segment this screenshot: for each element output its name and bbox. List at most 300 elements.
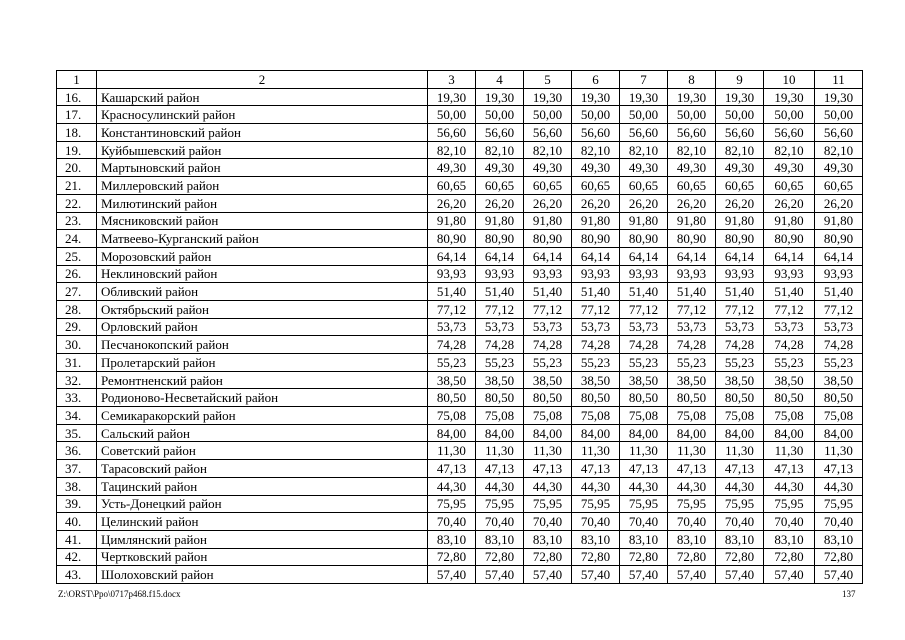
district-name: Шолоховский район: [97, 566, 428, 584]
value-cell: 19,30: [815, 88, 863, 106]
value-cell: 72,80: [764, 548, 815, 566]
value-cell: 74,28: [572, 336, 620, 354]
value-cell: 47,13: [668, 460, 716, 478]
value-cell: 82,10: [524, 141, 572, 159]
district-name: Песчанокопский район: [97, 336, 428, 354]
value-cell: 74,28: [524, 336, 572, 354]
row-number: 27.: [57, 283, 97, 301]
value-cell: 57,40: [620, 566, 668, 584]
value-cell: 56,60: [815, 124, 863, 142]
row-number: 30.: [57, 336, 97, 354]
value-cell: 91,80: [815, 212, 863, 230]
value-cell: 49,30: [764, 159, 815, 177]
value-cell: 11,30: [764, 442, 815, 460]
column-header: 11: [815, 71, 863, 89]
value-cell: 93,93: [764, 265, 815, 283]
value-cell: 47,13: [764, 460, 815, 478]
value-cell: 49,30: [716, 159, 764, 177]
data-table: [56, 70, 863, 584]
value-cell: 47,13: [476, 460, 524, 478]
value-cell: 83,10: [764, 530, 815, 548]
table-row: [57, 177, 863, 195]
value-cell: 75,08: [572, 407, 620, 425]
value-cell: 51,40: [668, 283, 716, 301]
value-cell: 57,40: [476, 566, 524, 584]
table-row: [57, 530, 863, 548]
value-cell: 83,10: [668, 530, 716, 548]
value-cell: 75,95: [428, 495, 476, 513]
value-cell: 75,08: [428, 407, 476, 425]
value-cell: 38,50: [476, 371, 524, 389]
table-row: [57, 407, 863, 425]
value-cell: 49,30: [815, 159, 863, 177]
row-number: 21.: [57, 177, 97, 195]
column-header: 9: [716, 71, 764, 89]
district-name: Сальский район: [97, 424, 428, 442]
column-header: 3: [428, 71, 476, 89]
value-cell: 38,50: [524, 371, 572, 389]
value-cell: 80,50: [815, 389, 863, 407]
value-cell: 60,65: [668, 177, 716, 195]
value-cell: 91,80: [668, 212, 716, 230]
value-cell: 93,93: [428, 265, 476, 283]
value-cell: 74,28: [716, 336, 764, 354]
district-name: Милютинский район: [97, 194, 428, 212]
value-cell: 56,60: [476, 124, 524, 142]
value-cell: 75,08: [815, 407, 863, 425]
value-cell: 84,00: [620, 424, 668, 442]
value-cell: 64,14: [572, 247, 620, 265]
value-cell: 93,93: [716, 265, 764, 283]
value-cell: 70,40: [668, 513, 716, 531]
row-number: 38.: [57, 477, 97, 495]
column-header: 1: [57, 71, 97, 89]
column-header: 2: [97, 71, 428, 89]
page-number: 137: [842, 589, 856, 599]
row-number: 25.: [57, 247, 97, 265]
value-cell: 80,50: [620, 389, 668, 407]
table-row: [57, 194, 863, 212]
value-cell: 49,30: [428, 159, 476, 177]
district-name: Советский район: [97, 442, 428, 460]
value-cell: 55,23: [668, 354, 716, 372]
row-number: 18.: [57, 124, 97, 142]
value-cell: 56,60: [620, 124, 668, 142]
value-cell: 84,00: [428, 424, 476, 442]
value-cell: 60,65: [572, 177, 620, 195]
value-cell: 75,95: [764, 495, 815, 513]
row-number: 22.: [57, 194, 97, 212]
value-cell: 26,20: [572, 194, 620, 212]
district-name: Тарасовский район: [97, 460, 428, 478]
value-cell: 83,10: [524, 530, 572, 548]
value-cell: 84,00: [476, 424, 524, 442]
value-cell: 64,14: [764, 247, 815, 265]
value-cell: 47,13: [524, 460, 572, 478]
value-cell: 82,10: [428, 141, 476, 159]
table-row: [57, 495, 863, 513]
value-cell: 56,60: [764, 124, 815, 142]
value-cell: 75,08: [764, 407, 815, 425]
value-cell: 57,40: [428, 566, 476, 584]
value-cell: 83,10: [476, 530, 524, 548]
value-cell: 84,00: [716, 424, 764, 442]
value-cell: 47,13: [572, 460, 620, 478]
table-row: [57, 141, 863, 159]
value-cell: 84,00: [668, 424, 716, 442]
value-cell: 72,80: [572, 548, 620, 566]
value-cell: 77,12: [476, 300, 524, 318]
value-cell: 57,40: [764, 566, 815, 584]
value-cell: 82,10: [620, 141, 668, 159]
value-cell: 26,20: [620, 194, 668, 212]
value-cell: 75,08: [620, 407, 668, 425]
value-cell: 91,80: [476, 212, 524, 230]
value-cell: 72,80: [668, 548, 716, 566]
table-row: [57, 159, 863, 177]
value-cell: 47,13: [716, 460, 764, 478]
value-cell: 26,20: [716, 194, 764, 212]
value-cell: 77,12: [668, 300, 716, 318]
value-cell: 60,65: [764, 177, 815, 195]
value-cell: 57,40: [815, 566, 863, 584]
value-cell: 11,30: [716, 442, 764, 460]
value-cell: 82,10: [668, 141, 716, 159]
value-cell: 75,95: [716, 495, 764, 513]
value-cell: 51,40: [476, 283, 524, 301]
table-row: [57, 88, 863, 106]
table-row: [57, 212, 863, 230]
value-cell: 57,40: [524, 566, 572, 584]
district-name: Ремонтненский район: [97, 371, 428, 389]
value-cell: 56,60: [572, 124, 620, 142]
value-cell: 55,23: [620, 354, 668, 372]
value-cell: 77,12: [524, 300, 572, 318]
district-name: Морозовский район: [97, 247, 428, 265]
value-cell: 91,80: [572, 212, 620, 230]
table-row: [57, 424, 863, 442]
value-cell: 44,30: [428, 477, 476, 495]
value-cell: 82,10: [572, 141, 620, 159]
value-cell: 44,30: [572, 477, 620, 495]
value-cell: 80,50: [572, 389, 620, 407]
value-cell: 51,40: [620, 283, 668, 301]
value-cell: 38,50: [572, 371, 620, 389]
value-cell: 91,80: [764, 212, 815, 230]
column-header: 4: [476, 71, 524, 89]
value-cell: 55,23: [428, 354, 476, 372]
value-cell: 53,73: [476, 318, 524, 336]
value-cell: 56,60: [524, 124, 572, 142]
district-name: Мясниковский район: [97, 212, 428, 230]
value-cell: 70,40: [524, 513, 572, 531]
value-cell: 70,40: [815, 513, 863, 531]
value-cell: 64,14: [815, 247, 863, 265]
table-row: [57, 477, 863, 495]
value-cell: 57,40: [716, 566, 764, 584]
value-cell: 49,30: [668, 159, 716, 177]
row-number: 23.: [57, 212, 97, 230]
row-number: 24.: [57, 230, 97, 248]
value-cell: 57,40: [668, 566, 716, 584]
value-cell: 53,73: [428, 318, 476, 336]
value-cell: 72,80: [524, 548, 572, 566]
row-number: 41.: [57, 530, 97, 548]
value-cell: 38,50: [815, 371, 863, 389]
row-number: 39.: [57, 495, 97, 513]
value-cell: 11,30: [620, 442, 668, 460]
value-cell: 26,20: [428, 194, 476, 212]
value-cell: 55,23: [524, 354, 572, 372]
value-cell: 80,50: [764, 389, 815, 407]
table-row: [57, 442, 863, 460]
value-cell: 55,23: [476, 354, 524, 372]
value-cell: 80,90: [476, 230, 524, 248]
value-cell: 93,93: [524, 265, 572, 283]
district-name: Константиновский район: [97, 124, 428, 142]
table-row: [57, 548, 863, 566]
value-cell: 50,00: [815, 106, 863, 124]
row-number: 29.: [57, 318, 97, 336]
value-cell: 82,10: [716, 141, 764, 159]
column-header: 6: [572, 71, 620, 89]
value-cell: 70,40: [572, 513, 620, 531]
table-row: [57, 300, 863, 318]
value-cell: 91,80: [620, 212, 668, 230]
district-name: Чертковский район: [97, 548, 428, 566]
value-cell: 72,80: [620, 548, 668, 566]
value-cell: 26,20: [668, 194, 716, 212]
value-cell: 75,95: [524, 495, 572, 513]
value-cell: 19,30: [764, 88, 815, 106]
value-cell: 56,60: [668, 124, 716, 142]
row-number: 36.: [57, 442, 97, 460]
value-cell: 44,30: [620, 477, 668, 495]
value-cell: 50,00: [572, 106, 620, 124]
value-cell: 49,30: [620, 159, 668, 177]
table-row: [57, 371, 863, 389]
value-cell: 55,23: [716, 354, 764, 372]
value-cell: 55,23: [572, 354, 620, 372]
value-cell: 51,40: [815, 283, 863, 301]
value-cell: 80,50: [716, 389, 764, 407]
value-cell: 77,12: [572, 300, 620, 318]
value-cell: 64,14: [476, 247, 524, 265]
table-row: [57, 336, 863, 354]
value-cell: 74,28: [668, 336, 716, 354]
value-cell: 80,90: [716, 230, 764, 248]
value-cell: 11,30: [428, 442, 476, 460]
row-number: 28.: [57, 300, 97, 318]
value-cell: 47,13: [428, 460, 476, 478]
district-name: Тацинский район: [97, 477, 428, 495]
value-cell: 72,80: [476, 548, 524, 566]
value-cell: 91,80: [524, 212, 572, 230]
value-cell: 80,90: [764, 230, 815, 248]
value-cell: 64,14: [524, 247, 572, 265]
value-cell: 49,30: [524, 159, 572, 177]
value-cell: 93,93: [476, 265, 524, 283]
value-cell: 26,20: [815, 194, 863, 212]
value-cell: 70,40: [428, 513, 476, 531]
value-cell: 75,08: [524, 407, 572, 425]
value-cell: 64,14: [428, 247, 476, 265]
value-cell: 55,23: [764, 354, 815, 372]
value-cell: 93,93: [572, 265, 620, 283]
value-cell: 83,10: [815, 530, 863, 548]
table-row: [57, 265, 863, 283]
value-cell: 11,30: [524, 442, 572, 460]
value-cell: 38,50: [668, 371, 716, 389]
district-name: Красносулинский район: [97, 106, 428, 124]
column-header: 7: [620, 71, 668, 89]
value-cell: 80,90: [572, 230, 620, 248]
value-cell: 75,08: [476, 407, 524, 425]
value-cell: 19,30: [716, 88, 764, 106]
value-cell: 53,73: [668, 318, 716, 336]
value-cell: 74,28: [764, 336, 815, 354]
district-name: Орловский район: [97, 318, 428, 336]
value-cell: 44,30: [764, 477, 815, 495]
value-cell: 11,30: [815, 442, 863, 460]
value-cell: 11,30: [572, 442, 620, 460]
value-cell: 60,65: [524, 177, 572, 195]
value-cell: 19,30: [524, 88, 572, 106]
table-row: [57, 318, 863, 336]
value-cell: 75,95: [572, 495, 620, 513]
value-cell: 51,40: [428, 283, 476, 301]
district-name: Кашарский район: [97, 88, 428, 106]
district-name: Пролетарский район: [97, 354, 428, 372]
value-cell: 93,93: [620, 265, 668, 283]
value-cell: 44,30: [668, 477, 716, 495]
row-number: 19.: [57, 141, 97, 159]
value-cell: 53,73: [815, 318, 863, 336]
value-cell: 53,73: [764, 318, 815, 336]
value-cell: 50,00: [524, 106, 572, 124]
column-header: 8: [668, 71, 716, 89]
value-cell: 75,95: [815, 495, 863, 513]
value-cell: 50,00: [716, 106, 764, 124]
value-cell: 93,93: [815, 265, 863, 283]
value-cell: 70,40: [716, 513, 764, 531]
row-number: 40.: [57, 513, 97, 531]
column-header: 10: [764, 71, 815, 89]
value-cell: 47,13: [620, 460, 668, 478]
value-cell: 44,30: [716, 477, 764, 495]
row-number: 20.: [57, 159, 97, 177]
value-cell: 53,73: [716, 318, 764, 336]
value-cell: 80,50: [524, 389, 572, 407]
value-cell: 70,40: [476, 513, 524, 531]
district-name: Куйбышевский район: [97, 141, 428, 159]
table-row: [57, 247, 863, 265]
value-cell: 93,93: [668, 265, 716, 283]
value-cell: 56,60: [716, 124, 764, 142]
value-cell: 53,73: [524, 318, 572, 336]
value-cell: 77,12: [716, 300, 764, 318]
value-cell: 51,40: [524, 283, 572, 301]
value-cell: 70,40: [764, 513, 815, 531]
value-cell: 80,50: [668, 389, 716, 407]
table-row: [57, 230, 863, 248]
value-cell: 50,00: [620, 106, 668, 124]
value-cell: 38,50: [716, 371, 764, 389]
value-cell: 70,40: [620, 513, 668, 531]
district-name: Усть-Донецкий район: [97, 495, 428, 513]
district-name: Цимлянский район: [97, 530, 428, 548]
row-number: 33.: [57, 389, 97, 407]
row-number: 42.: [57, 548, 97, 566]
value-cell: 50,00: [764, 106, 815, 124]
value-cell: 74,28: [620, 336, 668, 354]
district-name: Родионово-Несветайский район: [97, 389, 428, 407]
value-cell: 91,80: [428, 212, 476, 230]
value-cell: 74,28: [476, 336, 524, 354]
table-header-row: [57, 71, 863, 89]
district-name: Октябрьский район: [97, 300, 428, 318]
value-cell: 84,00: [815, 424, 863, 442]
district-name: Мартыновский район: [97, 159, 428, 177]
value-cell: 77,12: [428, 300, 476, 318]
value-cell: 55,23: [815, 354, 863, 372]
value-cell: 91,80: [716, 212, 764, 230]
value-cell: 64,14: [716, 247, 764, 265]
district-name: Неклиновский район: [97, 265, 428, 283]
value-cell: 53,73: [572, 318, 620, 336]
value-cell: 60,65: [428, 177, 476, 195]
value-cell: 80,50: [428, 389, 476, 407]
value-cell: 49,30: [476, 159, 524, 177]
value-cell: 51,40: [572, 283, 620, 301]
value-cell: 80,90: [524, 230, 572, 248]
row-number: 34.: [57, 407, 97, 425]
value-cell: 82,10: [764, 141, 815, 159]
table-row: [57, 354, 863, 372]
row-number: 32.: [57, 371, 97, 389]
district-name: Матвеево-Курганский район: [97, 230, 428, 248]
value-cell: 83,10: [620, 530, 668, 548]
value-cell: 80,90: [668, 230, 716, 248]
value-cell: 44,30: [476, 477, 524, 495]
value-cell: 82,10: [476, 141, 524, 159]
value-cell: 26,20: [764, 194, 815, 212]
value-cell: 38,50: [428, 371, 476, 389]
value-cell: 75,08: [668, 407, 716, 425]
value-cell: 64,14: [620, 247, 668, 265]
value-cell: 50,00: [476, 106, 524, 124]
value-cell: 60,65: [716, 177, 764, 195]
value-cell: 75,08: [716, 407, 764, 425]
row-number: 31.: [57, 354, 97, 372]
table-row: [57, 283, 863, 301]
table-row: [57, 460, 863, 478]
value-cell: 19,30: [620, 88, 668, 106]
district-name: Целинский район: [97, 513, 428, 531]
value-cell: 51,40: [716, 283, 764, 301]
value-cell: 83,10: [572, 530, 620, 548]
footer-file-path: Z:\ORST\Ppo\0717p468.f15.docx: [58, 589, 181, 599]
value-cell: 38,50: [764, 371, 815, 389]
row-number: 26.: [57, 265, 97, 283]
table-row: [57, 389, 863, 407]
district-name: Обливский район: [97, 283, 428, 301]
value-cell: 11,30: [668, 442, 716, 460]
value-cell: 44,30: [815, 477, 863, 495]
table-row: [57, 566, 863, 584]
value-cell: 47,13: [815, 460, 863, 478]
value-cell: 75,95: [668, 495, 716, 513]
